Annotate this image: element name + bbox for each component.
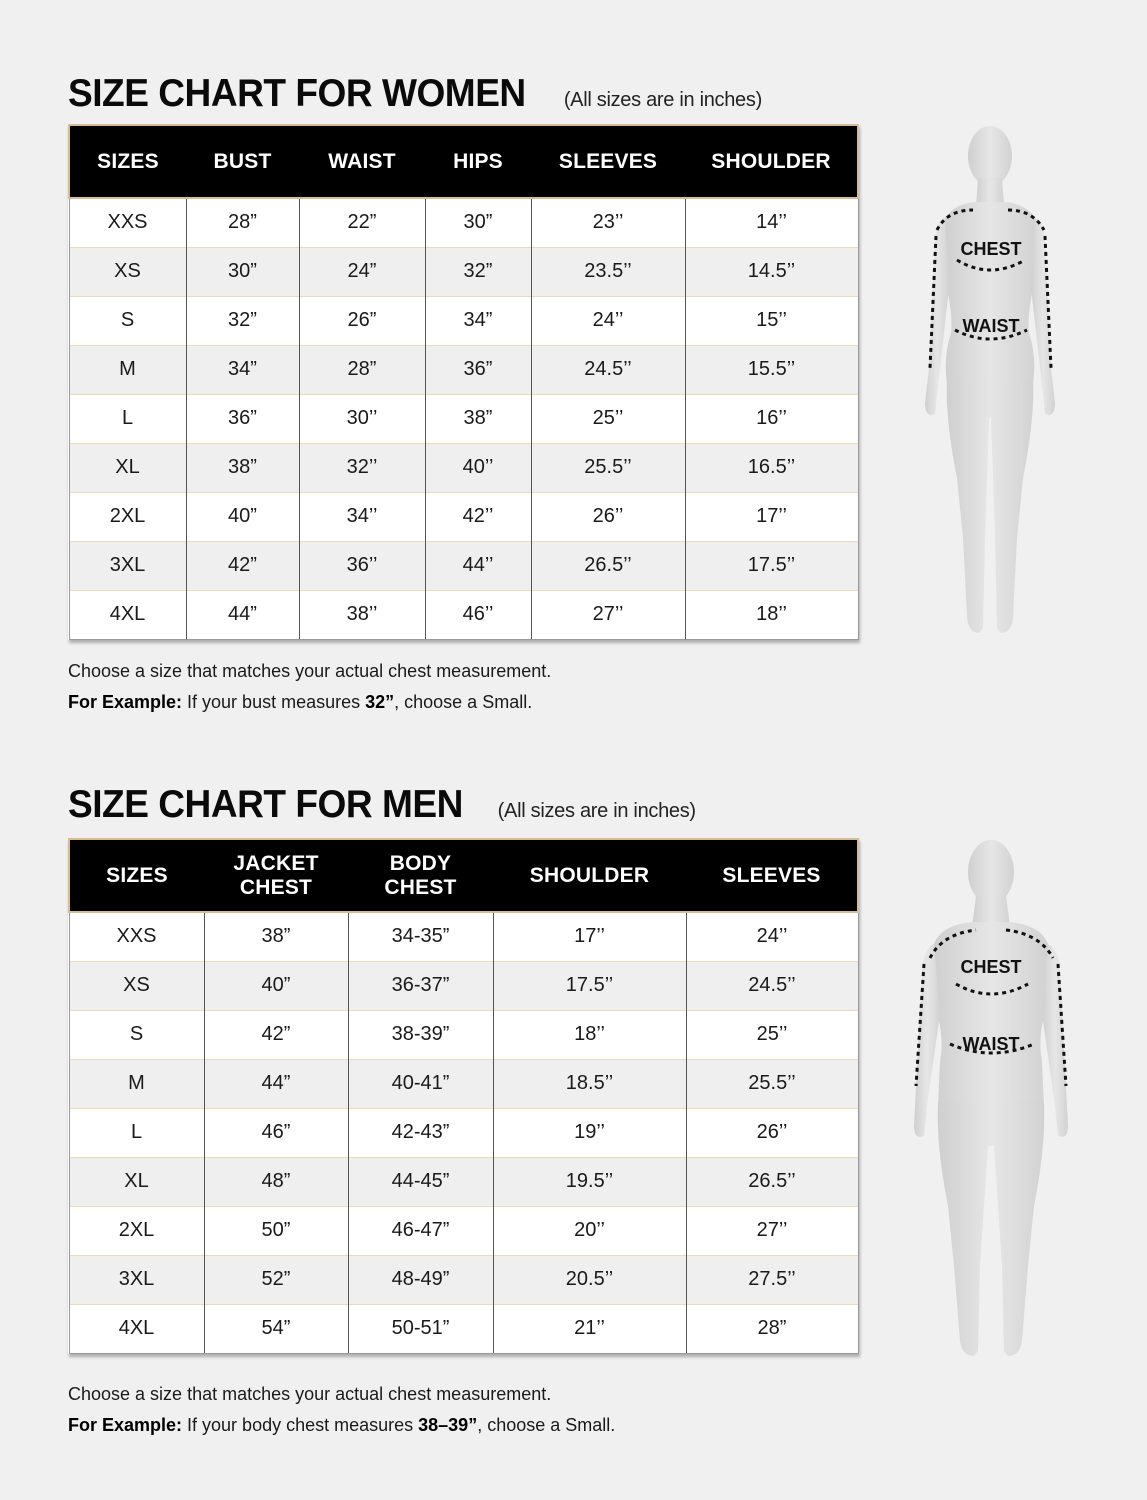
- men-measurement-cell: 46-47”: [348, 1206, 493, 1255]
- women-note-line1: Choose a size that matches your actual chest measurement.: [68, 661, 552, 681]
- men-section-heading: [68, 783, 696, 827]
- men-measurement-cell: 48-49”: [348, 1255, 493, 1304]
- men-measurement-cell: 26.5’’: [686, 1157, 858, 1206]
- men-measurement-cell: 48”: [204, 1157, 348, 1206]
- women-table-row: [69, 443, 858, 492]
- men-measurement-cell: 27’’: [686, 1206, 858, 1255]
- men-measurement-cell: 50”: [204, 1206, 348, 1255]
- women-measurement-cell: 24’’: [531, 296, 685, 345]
- women-measurement-cell: 25.5’’: [531, 443, 685, 492]
- women-measurement-cell: 18’’: [685, 590, 858, 639]
- women-measurement-cell: 34”: [425, 296, 531, 345]
- women-measurement-cell: 36’’: [299, 541, 425, 590]
- men-mannequin-figure: [898, 836, 1088, 1366]
- men-measurement-cell: 42”: [204, 1010, 348, 1059]
- women-measurement-cell: 38”: [425, 394, 531, 443]
- women-units-note: (All sizes are in inches): [563, 89, 762, 111]
- women-measurement-cell: 42’’: [425, 492, 531, 541]
- women-measurement-cell: 32’’: [299, 443, 425, 492]
- women-size-cell: 4XL: [69, 590, 186, 639]
- women-size-cell: S: [69, 296, 186, 345]
- men-measurement-cell: 17’’: [493, 912, 686, 961]
- men-measurement-cell: 18’’: [493, 1010, 686, 1059]
- women-measurement-cell: 32”: [425, 247, 531, 296]
- women-measurement-cell: 30”: [186, 247, 299, 296]
- women-measurement-cell: 24.5’’: [531, 345, 685, 394]
- men-measurement-cell: 21’’: [493, 1304, 686, 1353]
- women-col-shoulder: SHOULDER: [685, 125, 858, 198]
- men-measurement-cell: 25’’: [686, 1010, 858, 1059]
- men-size-table: [68, 838, 859, 1354]
- women-measurement-cell: 34”: [186, 345, 299, 394]
- women-measurement-cell: 34’’: [299, 492, 425, 541]
- men-table-row: [69, 1206, 858, 1255]
- men-size-cell: 2XL: [69, 1206, 204, 1255]
- men-measurement-cell: 24.5’’: [686, 961, 858, 1010]
- women-measurement-cell: 16’’: [685, 394, 858, 443]
- men-waist-label: WAIST: [962, 1034, 1020, 1054]
- women-col-bust: BUST: [186, 125, 299, 198]
- men-table-row: [69, 1304, 858, 1353]
- men-size-cell: L: [69, 1108, 204, 1157]
- men-note-example: [68, 1410, 615, 1441]
- men-measurement-cell: 19’’: [493, 1108, 686, 1157]
- women-table-row: [69, 394, 858, 443]
- women-size-table: [68, 124, 859, 640]
- men-units-note: (All sizes are in inches): [497, 800, 696, 822]
- men-measurement-cell: 40”: [204, 961, 348, 1010]
- men-measurement-cell: 24’’: [686, 912, 858, 961]
- men-measurement-cell: 54”: [204, 1304, 348, 1353]
- men-table-header: [69, 839, 858, 912]
- women-measurement-cell: 38’’: [299, 590, 425, 639]
- men-measurement-cell: 44-45”: [348, 1157, 493, 1206]
- men-measurement-cell: 17.5’’: [493, 961, 686, 1010]
- women-col-waist: WAIST: [299, 125, 425, 198]
- women-example-value: 32”: [365, 692, 395, 712]
- men-col-shoulder: SHOULDER: [493, 839, 686, 912]
- women-example-label: For Example:: [68, 692, 183, 712]
- women-measurement-cell: 32”: [186, 296, 299, 345]
- women-measurement-cell: 26.5’’: [531, 541, 685, 590]
- women-table-row: [69, 345, 858, 394]
- men-measurement-cell: 46”: [204, 1108, 348, 1157]
- men-measurement-cell: 40-41”: [348, 1059, 493, 1108]
- men-measurement-cell: 28”: [686, 1304, 858, 1353]
- men-measurement-cell: 44”: [204, 1059, 348, 1108]
- women-measurement-cell: 15’’: [685, 296, 858, 345]
- women-waist-label: WAIST: [962, 316, 1020, 336]
- women-measurement-cell: 36”: [425, 345, 531, 394]
- women-measurement-cell: 14.5’’: [685, 247, 858, 296]
- men-measurement-cell: 18.5’’: [493, 1059, 686, 1108]
- women-chart-title: SIZE CHART FOR WOMEN: [68, 72, 526, 115]
- women-measurement-cell: 28”: [299, 345, 425, 394]
- women-measurement-cell: 44”: [186, 590, 299, 639]
- men-table-row: [69, 912, 858, 961]
- women-measurement-cell: 36”: [186, 394, 299, 443]
- women-measurement-cell: 15.5’’: [685, 345, 858, 394]
- men-measurement-cell: 50-51”: [348, 1304, 493, 1353]
- women-size-cell: XL: [69, 443, 186, 492]
- men-measurement-cell: 34-35”: [348, 912, 493, 961]
- women-measurement-cell: 17’’: [685, 492, 858, 541]
- women-measurement-cell: 16.5’’: [685, 443, 858, 492]
- men-table-row: [69, 1059, 858, 1108]
- women-table-row: [69, 590, 858, 639]
- women-size-cell: M: [69, 345, 186, 394]
- men-example-text-pre: If your body chest measures: [182, 1415, 419, 1435]
- women-measurement-cell: 22”: [299, 198, 425, 247]
- women-section-heading: [68, 72, 762, 116]
- women-table-row: [69, 198, 858, 247]
- men-col-sizes: SIZES: [69, 839, 204, 912]
- men-table-row: [69, 1157, 858, 1206]
- men-size-note: [68, 1379, 615, 1441]
- men-measurement-cell: 38-39”: [348, 1010, 493, 1059]
- men-measurement-cell: 42-43”: [348, 1108, 493, 1157]
- men-measurement-cell: 20.5’’: [493, 1255, 686, 1304]
- women-measurement-cell: 27’’: [531, 590, 685, 639]
- men-measurement-cell: 20’’: [493, 1206, 686, 1255]
- women-measurement-cell: 23.5’’: [531, 247, 685, 296]
- women-size-note: [68, 656, 551, 718]
- women-measurement-cell: 17.5’’: [685, 541, 858, 590]
- men-example-value: 38–39”: [418, 1415, 478, 1435]
- women-table-header: [69, 125, 858, 198]
- women-measurement-cell: 24”: [299, 247, 425, 296]
- men-size-cell: S: [69, 1010, 204, 1059]
- men-table-row: [69, 1255, 858, 1304]
- women-table-row: [69, 492, 858, 541]
- women-note-example: [68, 687, 551, 718]
- women-size-cell: XXS: [69, 198, 186, 247]
- men-measurement-cell: 38”: [204, 912, 348, 961]
- women-measurement-cell: 30’’: [299, 394, 425, 443]
- women-size-cell: 2XL: [69, 492, 186, 541]
- women-table-row: [69, 247, 858, 296]
- women-measurement-cell: 28”: [186, 198, 299, 247]
- men-size-cell: M: [69, 1059, 204, 1108]
- women-col-hips: HIPS: [425, 125, 531, 198]
- women-col-sleeves: SLEEVES: [531, 125, 685, 198]
- women-example-text-pre: If your bust measures: [182, 692, 366, 712]
- women-measurement-cell: 26’’: [531, 492, 685, 541]
- women-measurement-cell: 25’’: [531, 394, 685, 443]
- women-col-sizes: SIZES: [69, 125, 186, 198]
- women-measurement-cell: 38”: [186, 443, 299, 492]
- men-measurement-cell: 27.5’’: [686, 1255, 858, 1304]
- women-measurement-cell: 42”: [186, 541, 299, 590]
- women-measurement-cell: 40”: [186, 492, 299, 541]
- women-measurement-cell: 23’’: [531, 198, 685, 247]
- women-measurement-cell: 26”: [299, 296, 425, 345]
- women-measurement-cell: 14’’: [685, 198, 858, 247]
- men-example-label: For Example:: [68, 1415, 183, 1435]
- men-size-cell: XS: [69, 961, 204, 1010]
- men-measurement-cell: 52”: [204, 1255, 348, 1304]
- women-table-row: [69, 541, 858, 590]
- women-measurement-cell: 44’’: [425, 541, 531, 590]
- women-measurement-cell: 40’’: [425, 443, 531, 492]
- women-table-row: [69, 296, 858, 345]
- men-size-cell: 3XL: [69, 1255, 204, 1304]
- women-size-cell: L: [69, 394, 186, 443]
- women-mannequin-figure: [905, 118, 1075, 643]
- men-size-cell: 4XL: [69, 1304, 204, 1353]
- men-col-jacket-chest: JACKET CHEST: [204, 839, 348, 912]
- men-measurement-cell: 25.5’’: [686, 1059, 858, 1108]
- men-table-row: [69, 1108, 858, 1157]
- men-measurement-cell: 26’’: [686, 1108, 858, 1157]
- men-chart-title: SIZE CHART FOR MEN: [68, 783, 463, 826]
- men-size-cell: XXS: [69, 912, 204, 961]
- men-example-text-post: , choose a Small.: [477, 1415, 616, 1435]
- men-chest-label: CHEST: [960, 957, 1022, 977]
- women-size-cell: 3XL: [69, 541, 186, 590]
- women-measurement-cell: 46’’: [425, 590, 531, 639]
- men-measurement-cell: 36-37”: [348, 961, 493, 1010]
- women-size-cell: XS: [69, 247, 186, 296]
- women-measurement-cell: 30”: [425, 198, 531, 247]
- men-col-body-chest: BODY CHEST: [348, 839, 493, 912]
- women-example-text-post: , choose a Small.: [394, 692, 533, 712]
- men-table-row: [69, 961, 858, 1010]
- men-measurement-cell: 19.5’’: [493, 1157, 686, 1206]
- men-col-sleeves: SLEEVES: [686, 839, 858, 912]
- men-table-row: [69, 1010, 858, 1059]
- women-chest-label: CHEST: [960, 239, 1022, 259]
- men-note-line1: Choose a size that matches your actual chest measurement.: [68, 1384, 552, 1404]
- men-size-cell: XL: [69, 1157, 204, 1206]
